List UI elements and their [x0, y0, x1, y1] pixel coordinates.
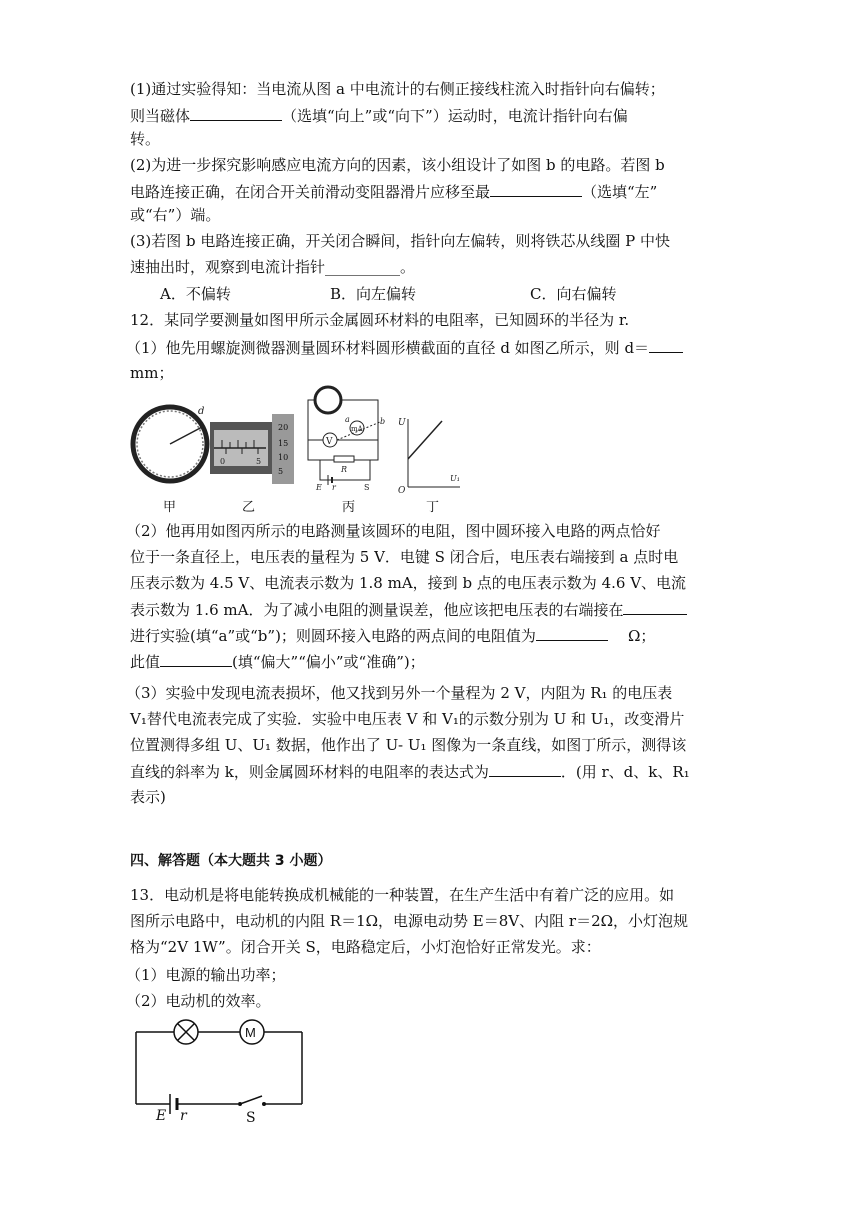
- fig-caption-jia: 甲: [163, 500, 177, 515]
- q12-part2-text-4: 表示数为 1.6 mA．为了减小电阻的测量误差，他应该把电压表的右端接在: [130, 601, 624, 619]
- q12-part2-line3: 压表示数为 4.5 V、电流表示数为 1.8 mA，接到 b 点的电压表示数为 4.6 V、电流: [130, 574, 687, 592]
- svg-text:20: 20: [278, 423, 289, 432]
- svg-text:b: b: [380, 417, 386, 426]
- q11-part3-line2: 速抽出时，观察到电流计指针__________。: [130, 258, 416, 276]
- q12-part2-text-6a: 此值: [130, 653, 161, 671]
- fig-caption-ding: 丁: [426, 500, 440, 515]
- q12-part3-line2: V₁替代电流表完成了实验．实验中电压表 V 和 V₁的示数分别为 U 和 U₁，改变滑片: [130, 710, 685, 728]
- q12-part2-text-5a: 进行实验(填“a”或“b”)；则圆环接入电路的两点间的电阻值为: [130, 627, 536, 645]
- micrometer-figure: [208, 408, 298, 488]
- q13-line3: 格为“2V 1W”。闭合开关 S，电路稳定后，小灯泡恰好正常发光。求：: [130, 938, 601, 956]
- q11-part1-line2: [130, 104, 628, 127]
- q11-part1-text-a: 则当磁体: [130, 107, 191, 125]
- svg-text:U₁: U₁: [450, 474, 460, 483]
- q12-part3-line3: 位置测得多组 U、U₁ 数据，他作出了 U- U₁ 图像为一条直线，如图丁所示，测得该: [130, 736, 687, 754]
- q12-part2-line1: （2）他再用如图丙所示的电路测量该圆环的电阻，图中圆环接入电路的两点恰好: [126, 522, 661, 540]
- svg-text:15: 15: [278, 439, 289, 448]
- q12-part3-line5: 表示): [130, 788, 166, 806]
- q13-line2: 图所示电路中，电动机的内阻 R＝1Ω，电源电动势 E＝8V、内阻 r＝2Ω，小灯泡规: [130, 912, 689, 930]
- q12-part2-line6: [130, 650, 425, 673]
- q12-part2-line4: [130, 598, 687, 621]
- svg-text:5: 5: [278, 467, 284, 476]
- motor-circuit-figure: [130, 1016, 310, 1126]
- svg-text:10: 10: [278, 453, 289, 462]
- q11-part1-line3: 转。: [130, 130, 161, 148]
- svg-text:a: a: [345, 415, 350, 424]
- q11-part2-line2: [130, 180, 657, 203]
- q12-part1-text: （1）他先用螺旋测微器测量圆环材料圆形横截面的直径 d 如图乙所示，则 d＝: [126, 339, 650, 357]
- q11-part2-line3: 或“右”）端。: [130, 206, 221, 224]
- option-c[interactable]: C．向右偏转: [530, 285, 617, 303]
- emf-label: E: [156, 1108, 167, 1124]
- answer-blank[interactable]: [623, 598, 687, 615]
- answer-blank[interactable]: [536, 624, 608, 641]
- svg-text:E: E: [316, 483, 322, 492]
- answer-blank[interactable]: [160, 650, 232, 667]
- svg-text:R: R: [341, 465, 348, 474]
- fig-caption-bing: 丙: [342, 500, 356, 515]
- svg-text:mA: mA: [351, 425, 363, 433]
- answer-blank[interactable]: [489, 760, 561, 777]
- q12-part3-line1: （3）实验中发现电流表损坏，他又找到另外一个量程为 2 V，内阻为 R₁ 的电压表: [126, 684, 673, 702]
- svg-text:5: 5: [256, 457, 262, 466]
- q11-part2-text-b: （选填“左”: [582, 183, 658, 201]
- u-u1-graph-figure: [398, 415, 464, 495]
- q11-part2-line1: (2)为进一步探究影响感应电流方向的因素，该小组设计了如图 b 的电路。若图 b: [130, 156, 665, 174]
- option-a[interactable]: A．不偏转: [160, 285, 231, 303]
- q13-sub1: （1）电源的输出功率；: [126, 966, 286, 984]
- svg-text:r: r: [332, 483, 336, 492]
- svg-text:d: d: [198, 406, 205, 417]
- q12-part2-text-6b: (填“偏大”“偏小”或“准确”)；: [232, 653, 425, 671]
- q11-part1-line1: (1)通过实验得知：当电流从图 a 中电流计的右侧正接线柱流入时指针向右偏转；: [130, 80, 665, 98]
- q12-part1-line2: mm；: [130, 364, 174, 382]
- svg-text:O: O: [398, 486, 406, 495]
- motor-label: M: [245, 1025, 256, 1040]
- section-title: 四、解答题（本大题共 3 小题）: [130, 853, 332, 869]
- q11-part1-text-b: （选填“向上”或“向下”）运动时，电流计指针向右偏: [282, 107, 628, 125]
- q12-part2-line2: 位于一条直径上，电压表的量程为 5 V．电键 S 闭合后，电压表右端接到 a 点时电: [130, 548, 679, 566]
- svg-text:0: 0: [220, 457, 226, 466]
- q11-part2-text-a: 电路连接正确，在闭合开关前滑动变阻器滑片应移至最: [130, 183, 491, 201]
- switch-label: S: [246, 1110, 256, 1126]
- internal-resistance-label: r: [180, 1108, 187, 1124]
- measurement-circuit-figure: [300, 382, 400, 492]
- svg-text:V: V: [326, 437, 333, 447]
- q12-part3-line4: [130, 760, 690, 783]
- answer-blank[interactable]: [490, 180, 582, 197]
- q12-part1-line1: [126, 336, 683, 359]
- q13-sub2: （2）电动机的效率。: [126, 992, 271, 1010]
- svg-text:S: S: [364, 483, 370, 492]
- q12-intro: 12．某同学要测量如图甲所示金属圆环材料的电阻率，已知圆环的半径为 r.: [130, 311, 630, 329]
- ring-figure: [130, 400, 210, 495]
- svg-text:U: U: [398, 418, 406, 428]
- q11-part3-line1: (3)若图 b 电路连接正确，开关闭合瞬间，指针向左偏转，则将铁芯从线圈 P 中快: [130, 232, 671, 250]
- q12-part2-line5: [130, 624, 655, 647]
- answer-blank[interactable]: [190, 104, 282, 121]
- q12-part3-text-4b: ．(用 r、d、k、R₁: [560, 763, 690, 781]
- q13-line1: 13．电动机是将电能转换成机械能的一种装置，在生产生活中有着广泛的应用。如: [130, 886, 675, 904]
- q12-part2-text-5b: Ω；: [627, 627, 656, 645]
- option-b[interactable]: B．向左偏转: [330, 285, 417, 303]
- answer-blank[interactable]: [649, 336, 683, 353]
- q12-part3-text-4a: 直线的斜率为 k，则金属圆环材料的电阻率的表达式为: [130, 763, 489, 781]
- fig-caption-yi: 乙: [242, 500, 256, 515]
